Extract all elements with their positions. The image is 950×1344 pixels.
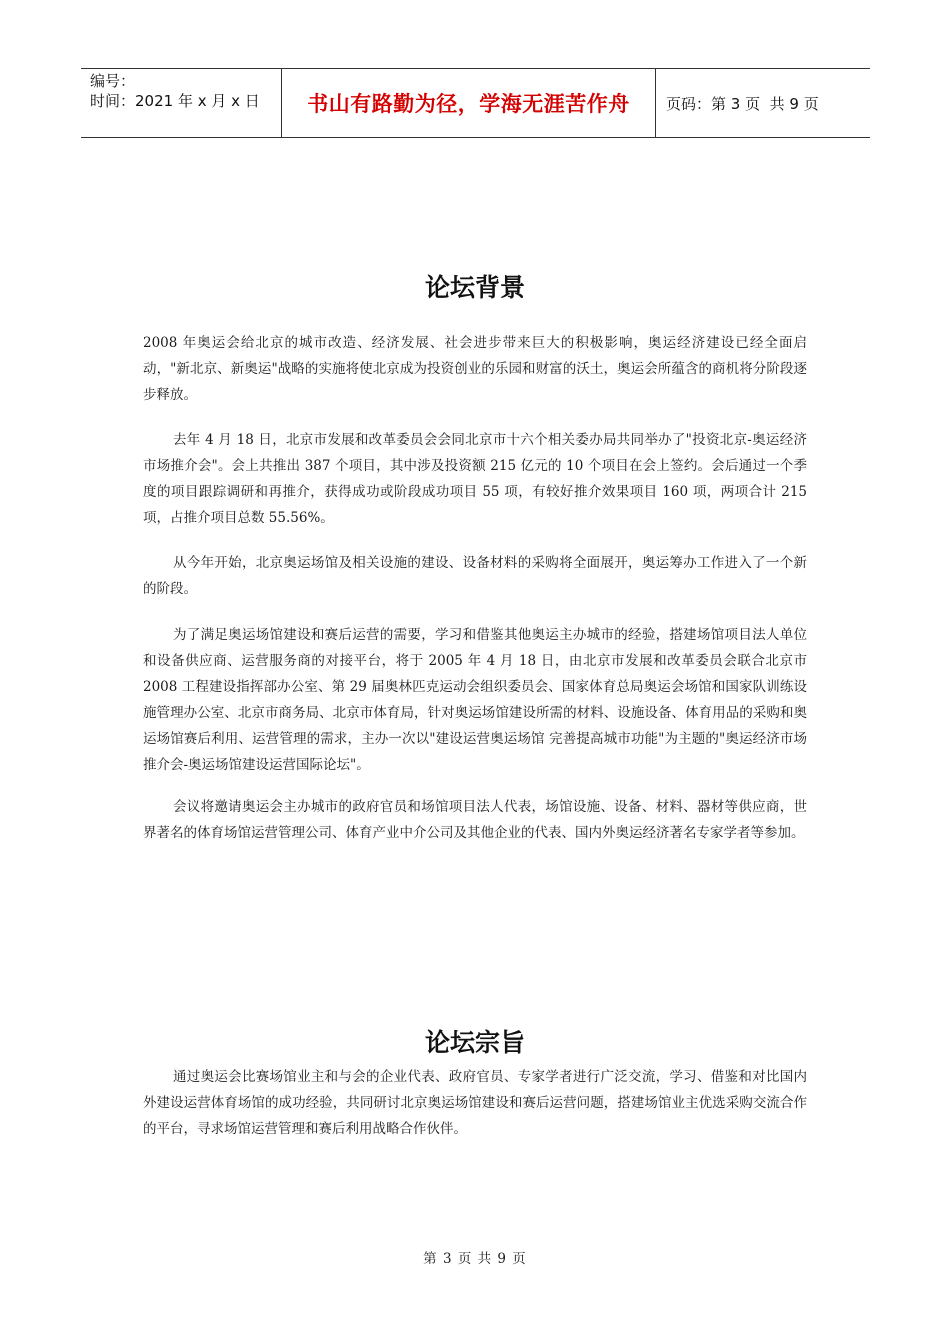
section-title-purpose: 论坛宗旨 xyxy=(424,1028,525,1057)
background-paragraph-1: 2008 年奥运会给北京的城市改造、经济发展、社会进步带来巨大的积极影响，奥运经济建设已经全面启动，"新北京、新奥运"战略的实施将使北京成为投资创业的乐园和财富的沃土，奥运会所蕴含的商机将分阶段逐步释放。 xyxy=(143,335,807,403)
purpose-paragraph-1: 通过奥运会比赛场馆业主和与会的企业代表、政府官员、专家学者进行广泛交流，学习、借鉴和对比国内外建设运营体育场馆的成功经验，共同研讨北京奥运场馆建设和赛后运营问题，搭建场馆业主优选采购交流合作的平台，寻求场馆运营管理和赛后利用战略合作伙伴。 xyxy=(143,1069,807,1137)
section-title-background: 论坛背景 xyxy=(424,273,525,302)
header-motto: 书山有路勤为径，学海无涯苦作舟 xyxy=(281,69,656,137)
number-label: 编号： xyxy=(90,72,136,90)
page-header xyxy=(81,68,870,138)
background-paragraph-2: 去年 4 月 18 日，北京市发展和改革委员会会同北京市十六个相关委办局共同举办了"投资北京-奥运经济市场推介会"。会上共推出 387 个项目，其中涉及投资额 215 亿元的 10 个项目在会上签约。会后通过一个季度的项目跟踪调研和再推介，获得成功或阶段成功项目 55 项，有较好推介效果项目 160 项，两项合计 215 项，占推介项目总数 55.56%。 xyxy=(143,432,807,526)
page-footer: 第 3 页 共 9 页 xyxy=(423,1251,527,1267)
date-label: 时间：2021 年 x 月 x 日 xyxy=(90,92,260,110)
header-page-info: 页码：第 3 页 共 9 页 xyxy=(666,94,819,113)
background-paragraph-5: 会议将邀请奥运会主办城市的政府官员和场馆项目法人代表，场馆设施、设备、材料、器材等供应商，世界著名的体育场馆运营管理公司、体育产业中介公司及其他企业的代表、国内外奥运经济著名专家学者等参加。 xyxy=(143,799,807,841)
background-paragraph-3: 从今年开始，北京奥运场馆及相关设施的建设、设备材料的采购将全面展开，奥运筹办工作进入了一个新的阶段。 xyxy=(143,555,807,597)
background-paragraph-4: 为了满足奥运场馆建设和赛后运营的需要，学习和借鉴其他奥运主办城市的经验，搭建场馆项目法人单位和设备供应商、运营服务商的对接平台，将于 2005 年 4 月 18 日，由北京市发展和改革委员会联合北京市 2008 工程建设指挥部办公室、第 29 届奥林匹克运动会组织委员会、国家体育总局奥运会场馆和国家队训练设施管理办公室、北京市商务局、北京市体育局，针对奥运场馆建设所需的材料、设施设备、体育用品的采购和奥运场馆赛后利用、运营管理的需求，主办一次以"建设运营奥运场馆 完善提高城市功能"为主题的"奥运经济市场推介会-奥运场馆建设运营国际论坛"。 xyxy=(143,627,807,773)
header-meta xyxy=(81,69,281,137)
